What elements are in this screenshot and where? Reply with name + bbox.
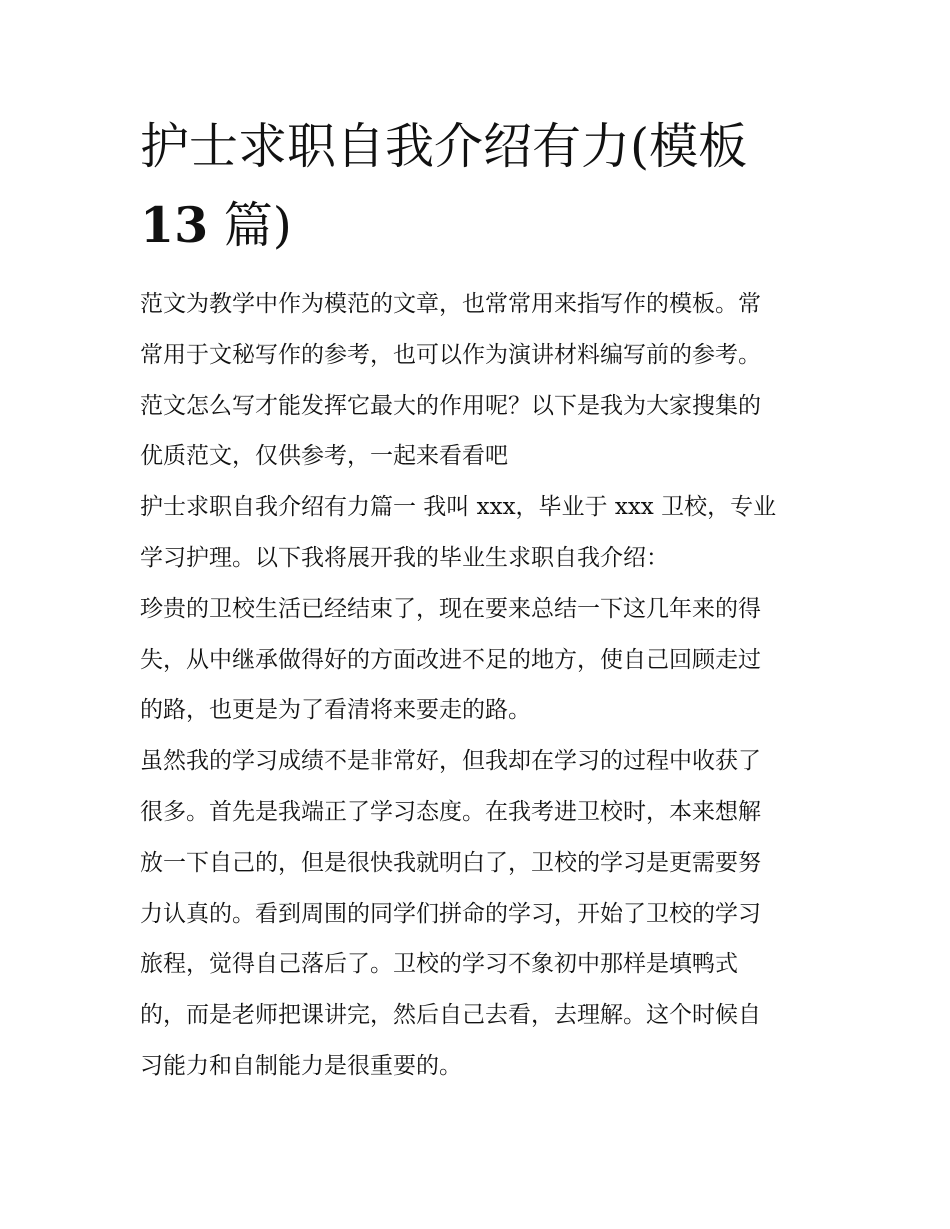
body-line: 珍贵的卫校生活已经结束了，现在要来总结一下这几年来的得 — [140, 595, 761, 622]
document-title — [140, 108, 820, 265]
body-line: 虽然我的学习成绩不是非常好，但我却在学习的过程中收获了 — [140, 748, 761, 775]
title-line-2-rest: 篇) — [208, 197, 292, 254]
body-line: 学习护理。以下我将展开我的毕业生求职自我介绍： — [140, 544, 669, 571]
body-line: 失，从中继承做得好的方面改进不足的地方，使自己回顾走过 — [140, 646, 761, 673]
title-number: 13 — [140, 196, 209, 254]
body-line: 力认真的。看到周围的同学们拼命的学习，开始了卫校的学习 — [140, 900, 761, 927]
body-line: 范文为教学中作为模范的文章，也常常用来指写作的模板。常 — [140, 291, 761, 317]
body-line: 习能力和自制能力是很重要的。 — [140, 1052, 462, 1079]
body-line: 护士求职自我介绍有力篇一 我叫 xxx，毕业于 xxx 卫校，专业 — [140, 494, 777, 521]
body-line: 常用于文秘写作的参考，也可以作为演讲材料编写前的参考。 — [140, 341, 761, 368]
body-line: 旅程，觉得自己落后了。卫校的学习不象初中那样是填鸭式 — [140, 951, 738, 978]
body-line: 的，而是老师把课讲完，然后自己去看，去理解。这个时候自 — [140, 1002, 761, 1029]
title-line-1: 护士求职自我介绍有力(模板 — [140, 118, 748, 175]
document-body — [140, 279, 830, 1092]
body-line: 很多。首先是我端正了学习态度。在我考进卫校时，本来想解 — [140, 798, 761, 825]
body-line: 放一下自己的，但是很快我就明白了，卫校的学习是更需要努 — [140, 849, 761, 876]
body-line: 范文怎么写才能发挥它最大的作用呢？以下是我为大家搜集的 — [140, 392, 761, 419]
body-line: 的路，也更是为了看清将来要走的路。 — [140, 697, 531, 724]
body-line: 优质范文，仅供参考，一起来看看吧 — [140, 443, 508, 470]
